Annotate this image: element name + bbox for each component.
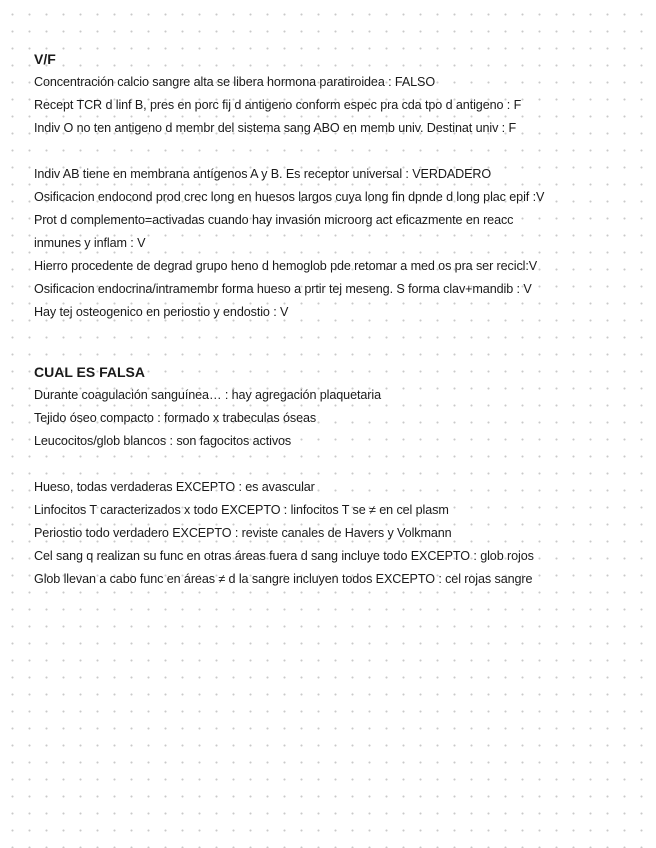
section-which-is-false — [34, 361, 650, 591]
text-line: inmunes y inflam : V — [34, 236, 146, 250]
section-heading: V/F — [34, 51, 56, 67]
blank-line — [34, 140, 650, 163]
text-line: Tejido óseo compacto : formado x trabeculas óseas — [34, 411, 317, 425]
text-line: Osificacion endocrina/intramembr forma hueso a prtir tej meseng. S forma clav+mandib : V — [34, 282, 532, 296]
text-line: Linfocitos T caracterizados x todo EXCEPTO : linfocitos T se ≠ en cel plasm — [34, 503, 449, 517]
text-line: Osificacion endocond prod crec long en huesos largos cuya long fin dpnde d long plac epif :V — [34, 190, 545, 204]
text-line: Hierro procedente de degrad grupo heno d hemoglob pde retomar a med os pra ser recicl:V — [34, 259, 538, 273]
text-line: Cel sang q realizan su func en otras áreas fuera d sang incluye todo EXCEPTO : glob rojos — [34, 549, 534, 563]
section-true-false — [34, 48, 650, 324]
text-line: Durante coagulación sanguínea… : hay agregación plaquetaria — [34, 388, 381, 402]
text-line: Prot d complemento=activadas cuando hay invasión microorg act eficazmente en reacc — [34, 213, 514, 227]
section-heading: CUAL ES FALSA — [34, 364, 145, 380]
text-line: Hay tej osteogenico en periostio y endostio : V — [34, 305, 289, 319]
text-line: Periostio todo verdadero EXCEPTO : reviste canales de Havers y Volkmann — [34, 526, 452, 540]
text-line: Recept TCR d linf B, pres en porc fij d antigeno conform espec pra cda tpo d antigeno : F — [34, 98, 522, 112]
blank-line — [34, 453, 650, 476]
text-line: Glob llevan a cabo func en áreas ≠ d la sangre incluyen todos EXCEPTO : cel rojas sangre — [34, 572, 533, 586]
text-line: Indiv O no ten antigeno d membr del sistema sang ABO en memb univ. Destinat univ : F — [34, 121, 517, 135]
text-line: Hueso, todas verdaderas EXCEPTO : es avascular — [34, 480, 315, 494]
text-line: Indiv AB tiene en membrana antígenos A y B. Es receptor universal : VERDADERO — [34, 167, 492, 181]
document-page — [34, 48, 650, 591]
text-line: Concentración calcio sangre alta se libera hormona paratiroidea : FALSO — [34, 75, 436, 89]
text-line: Leucocitos/glob blancos : son fagocitos activos — [34, 434, 292, 448]
